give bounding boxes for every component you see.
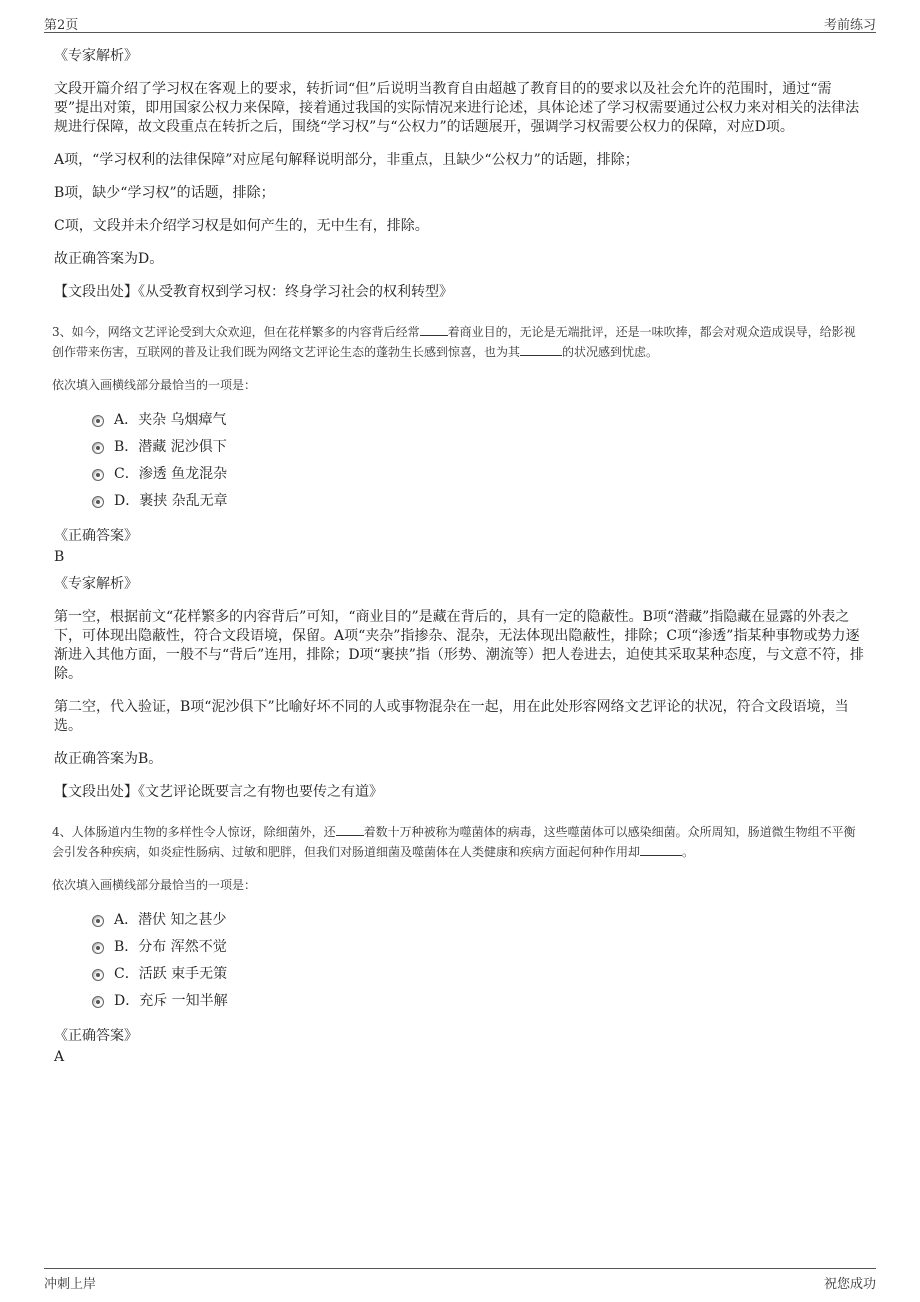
analysis-paragraph: B项，缺少“学习权”的话题，排除； [54, 185, 275, 201]
analysis-paragraph: 故正确答案为D。 [54, 251, 164, 267]
radio-icon[interactable] [92, 942, 104, 954]
analysis-paragraph: A项，“学习权利的法律保障”对应尾句解释说明部分，非重点，且缺少“公权力”的话题，排除； [54, 152, 639, 168]
expert-analysis-label: 《专家解析》 [54, 48, 138, 64]
option-d[interactable]: D．裹挟 杂乱无章 [92, 491, 866, 518]
correct-answer: B [54, 549, 65, 565]
option-d[interactable]: D．充斥 一知半解 [92, 991, 866, 1018]
analysis-paragraph: 文段开篇介绍了学习权在客观上的要求，转折词“但”后说明当教育自由超越了教育目的的要求以及社会允许的范围时，通过“需要”提出对策，即用国家公权力来保障，接着通过我国的实际情况来进行论述，具体论述了学习权需要通过公权力来对相关的法律法规进行保障，故文段重点在转折之后，围绕“学习权”与“公权力”的话题展开，强调学习权需要公权力的保障，对应D项。 [54, 81, 860, 135]
option-b[interactable]: B．分布 浑然不觉 [92, 937, 866, 964]
option-a[interactable]: A．潜伏 知之甚少 [92, 910, 866, 937]
radio-icon[interactable] [92, 415, 104, 427]
footer-left-text: 冲刺上岸 [44, 1277, 97, 1292]
correct-answer: A [54, 1049, 65, 1065]
option-c[interactable]: C．渗透 鱼龙混杂 [92, 464, 866, 491]
page-footer [44, 1268, 876, 1291]
question-4-stem: 4、人体肠道内生物的多样性令人惊讶，除细菌外，还 着数十万种被称为噬菌体的病毒，这些噬菌体可以感染细菌。众所周知，肠道微生物组不平衡会引发各种疾病，如炎症性肠病、过敏和肥胖，但我们对肠道细菌及噬菌体在人类健康和疾病方面起何种作用却 。 [52, 825, 856, 859]
radio-icon[interactable] [92, 442, 104, 454]
footer-right-text: 祝您成功 [823, 1277, 876, 1292]
page-number: 第2页 [44, 18, 79, 33]
option-c[interactable]: C．活跃 束手无策 [92, 964, 866, 991]
text-source: 【文段出处】《文艺评论既要言之有物也要传之有道》 [54, 784, 383, 800]
fill-blank [336, 823, 364, 836]
question-4-prompt: 依次填入画横线部分最恰当的一项是： [52, 878, 257, 892]
question-3-options [92, 410, 866, 518]
radio-icon[interactable] [92, 496, 104, 508]
page-header [44, 12, 876, 33]
text-source: 【文段出处】《从受教育权到学习权：终身学习社会的权利转型》 [54, 284, 453, 300]
question-3-stem: 3、如今，网络文艺评论受到大众欢迎，但在花样繁多的内容背后经常 着商业目的，无论是无端批评，还是一味吹捧，都会对观众造成误导，给影视创作带来伤害，互联网的普及让我们既为网络文艺评论生态的蓬勃生长感到惊喜，也为其 的状况感到忧虑。 [52, 325, 856, 359]
fill-blank [420, 323, 448, 336]
header-title: 考前练习 [823, 18, 876, 33]
correct-answer-label: 《正确答案》 [54, 1028, 138, 1044]
radio-icon[interactable] [92, 996, 104, 1008]
expert-analysis-label: 《专家解析》 [54, 576, 138, 592]
analysis-paragraph: C项，文段并未介绍学习权是如何产生的，无中生有，排除。 [54, 218, 429, 234]
option-b[interactable]: B．潜藏 泥沙俱下 [92, 437, 866, 464]
analysis-paragraph: 第二空，代入验证，B项“泥沙俱下”比喻好坏不同的人或事物混杂在一起，用在此处形容网络文艺评论的状况，符合文段语境，当选。 [54, 699, 849, 734]
analysis-paragraph: 第一空，根据前文“花样繁多的内容背后”可知，“商业目的”是藏在背后的，具有一定的隐蔽性。B项“潜藏”指隐藏在显露的外表之下，可体现出隐蔽性，符合文段语境，保留。A项“夹杂”指掺杂、混杂，无法体现出隐蔽性，排除；C项“渗透”指某种事物或势力逐渐进入其他方面，一般不与“背后”连用，排除；D项“裹挟”指（形势、潮流等）把人卷进去，迫使其采取某种态度，与文意不符，排除。 [54, 609, 864, 682]
radio-icon[interactable] [92, 969, 104, 981]
option-a[interactable]: A．夹杂 乌烟瘴气 [92, 410, 866, 437]
correct-answer-label: 《正确答案》 [54, 528, 138, 544]
radio-icon[interactable] [92, 469, 104, 481]
radio-icon[interactable] [92, 915, 104, 927]
question-3-prompt: 依次填入画横线部分最恰当的一项是： [52, 378, 257, 392]
analysis-paragraph: 故正确答案为B。 [54, 751, 163, 767]
fill-blank [640, 843, 682, 856]
question-4-options [92, 910, 866, 1018]
document-body [54, 38, 866, 1068]
fill-blank [520, 343, 562, 356]
